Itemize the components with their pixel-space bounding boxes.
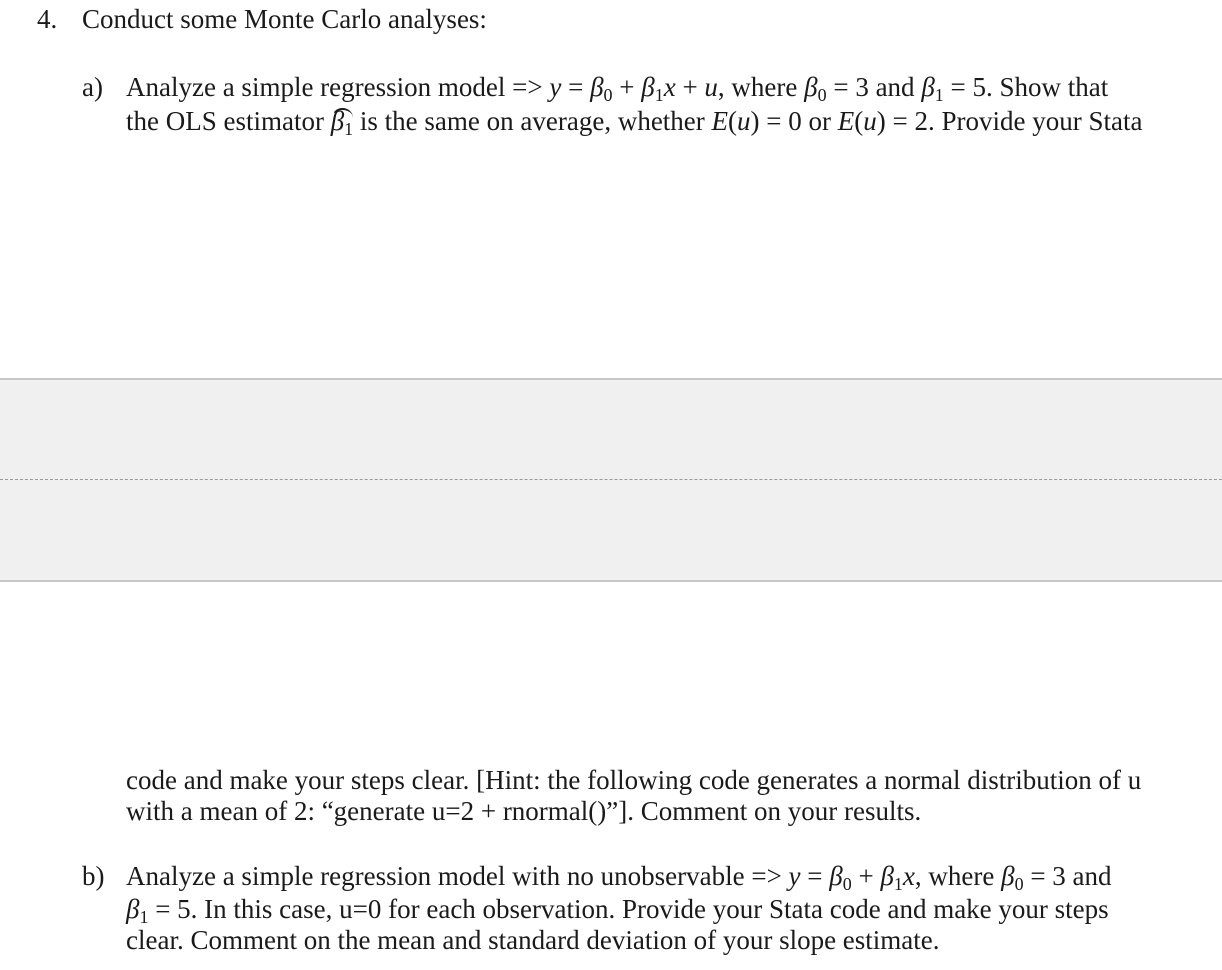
part-b-line-3: clear. Comment on the mean and standard deviation of your slope estimate. (126, 925, 940, 955)
part-a-line-2: the OLS estimator $\beta_1$ is the same on average, whether E(u) = 0 or E(u) = 2. Provide your Stata (126, 106, 1143, 139)
part-b-label: b) (82, 861, 105, 891)
page-break-divider (0, 479, 1222, 480)
part-a-line-3: code and make your steps clear. [Hint: the following code generates a normal distribution of u (126, 765, 1142, 795)
part-b-line-2: $\beta_1 = 5$. In this case, u=0 for each observation. Provide your Stata code and make your steps (126, 894, 1109, 927)
page-break-band (0, 378, 1222, 582)
beta1-hat: $\beta_1$ (330, 106, 354, 139)
math-y: y (549, 72, 562, 102)
part-a-line-1: Analyze a simple regression model => $y = \beta_0 + \beta_1x + u$, where $\beta_0 = 3$ and $\beta_1 = 5$. Show that (126, 72, 1109, 105)
question-number: 4. (37, 4, 58, 34)
question-title: Conduct some Monte Carlo analyses: (82, 4, 487, 34)
part-a-label: a) (82, 72, 103, 102)
part-a-text: Analyze a simple regression model => (126, 72, 543, 102)
part-b-line-1: Analyze a simple regression model with no unobservable => $y = \beta_0 + \beta_1x$, where $\beta_0 = 3$ and (126, 861, 1112, 894)
part-a-line-4: with a mean of 2: “generate u=2 + rnormal()”]. Comment on your results. (126, 796, 922, 826)
